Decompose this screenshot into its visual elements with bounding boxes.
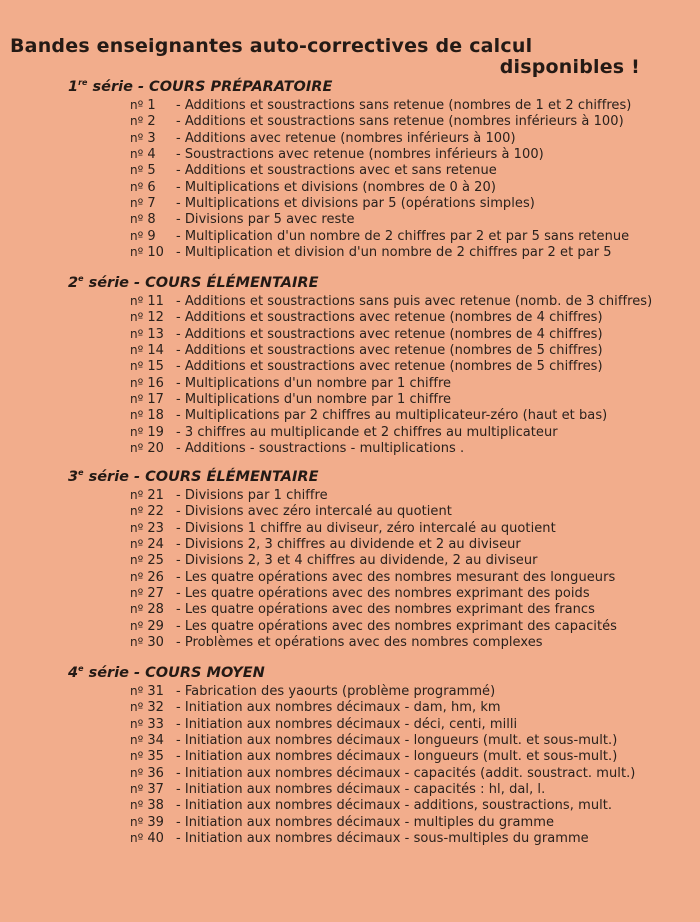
- series-number-suffix: e: [78, 468, 84, 477]
- item-number: [130, 309, 176, 326]
- list-item: [130, 309, 690, 325]
- item-text: Multiplication d'un nombre de 2 chiffres par 2 et par 5 sans retenue: [184, 228, 630, 244]
- item-number: [130, 487, 176, 504]
- item-number-value: 36: [147, 765, 164, 781]
- list-item: [130, 732, 690, 748]
- item-text: Les quatre opérations avec des nombres exprimant des francs: [184, 602, 595, 618]
- list-item: [130, 503, 690, 519]
- item-text: Initiation aux nombres décimaux - déci, centi, milli: [184, 716, 518, 732]
- item-separator: -: [176, 98, 181, 113]
- item-number: [130, 113, 176, 130]
- item-separator: -: [176, 520, 181, 536]
- title-line-2: disponibles !: [499, 56, 640, 78]
- list-item: [130, 195, 690, 211]
- item-separator: -: [176, 343, 181, 359]
- item-text: Initiation aux nombres décimaux - additions, soustractions, mult.: [184, 798, 613, 814]
- list-item: [130, 699, 690, 715]
- item-number-prefix: nº: [130, 733, 144, 748]
- item-separator: -: [176, 310, 181, 326]
- item-number: [130, 520, 176, 537]
- list-item: [130, 585, 690, 601]
- item-text: Multiplications d'un nombre par 1 chiffre: [184, 375, 452, 391]
- list-item: [130, 244, 690, 260]
- item-separator: -: [176, 602, 181, 618]
- item-number-prefix: nº: [130, 814, 144, 829]
- list-item: [130, 146, 690, 162]
- item-number: [130, 326, 176, 343]
- item-number: [130, 407, 176, 424]
- item-number-value: 7: [147, 196, 156, 212]
- item-separator: -: [176, 179, 181, 195]
- item-text: Additions - soustractions - multiplications .: [184, 441, 465, 457]
- item-number: [130, 814, 176, 831]
- list-item: [130, 781, 690, 797]
- item-text: Soustractions avec retenue (nombres inférieurs à 100): [184, 147, 544, 163]
- item-text: Multiplications et divisions (nombres de 0 à 20): [184, 179, 496, 195]
- list-item: [130, 407, 690, 423]
- item-separator: -: [176, 326, 181, 342]
- item-text: Additions et soustractions sans retenue (nombres de 1 et 2 chiffres): [184, 98, 632, 113]
- item-separator: -: [176, 392, 181, 408]
- item-number-prefix: nº: [130, 684, 144, 698]
- band-list: [130, 97, 690, 260]
- item-number: [130, 732, 176, 749]
- item-number: [130, 699, 176, 716]
- list-item: [130, 293, 690, 309]
- item-number-prefix: nº: [130, 310, 144, 325]
- item-number-value: 39: [147, 814, 164, 830]
- item-text: Initiation aux nombres décimaux - capacités (addit. soustract. mult.): [184, 765, 636, 781]
- item-text: Multiplications par 2 chiffres au multiplicateur-zéro (haut et bas): [184, 408, 608, 424]
- item-text: Les quatre opérations avec des nombres exprimant des poids: [184, 586, 590, 602]
- item-number-prefix: nº: [130, 408, 144, 423]
- item-text: Initiation aux nombres décimaux - longueurs (mult. et sous-mult.): [184, 733, 618, 749]
- item-number-value: 15: [147, 359, 164, 375]
- item-number-prefix: nº: [130, 553, 144, 568]
- item-number-value: 22: [147, 504, 164, 520]
- list-item: [130, 748, 690, 764]
- series-number: 1: [68, 79, 79, 95]
- item-text: Additions et soustractions avec retenue (nombres de 5 chiffres): [184, 359, 603, 375]
- item-number-prefix: nº: [130, 392, 144, 407]
- item-number: [130, 228, 176, 245]
- item-number-value: 27: [147, 586, 164, 602]
- series-heading: [68, 274, 318, 291]
- series-number: 4: [68, 665, 79, 681]
- item-separator: -: [176, 716, 181, 732]
- list-item: [130, 830, 690, 846]
- list-item: [130, 634, 690, 650]
- item-number-value: 8: [147, 212, 156, 228]
- series-heading: [68, 664, 265, 681]
- item-number-prefix: nº: [130, 569, 144, 584]
- list-item: [130, 536, 690, 552]
- title-line-1: Bandes enseignantes auto-correctives de calcul: [10, 35, 533, 57]
- item-text: Initiation aux nombres décimaux - longueurs (mult. et sous-mult.): [184, 749, 618, 765]
- item-number: [130, 552, 176, 569]
- series-heading: [68, 468, 318, 485]
- item-number-prefix: nº: [130, 212, 144, 227]
- item-number: [130, 585, 176, 602]
- item-separator: -: [176, 553, 181, 569]
- item-text: Multiplication et division d'un nombre de 2 chiffres par 2 et par 5: [184, 245, 612, 261]
- item-text: Additions et soustractions avec retenue (nombres de 5 chiffres): [184, 343, 603, 359]
- list-item: [130, 130, 690, 146]
- item-number-prefix: nº: [130, 326, 144, 341]
- item-number-value: 3: [147, 130, 156, 146]
- item-number-prefix: nº: [130, 798, 144, 813]
- item-separator: -: [176, 228, 181, 244]
- item-separator: -: [176, 765, 181, 781]
- item-number-value: 1: [147, 98, 156, 113]
- list-item: [130, 342, 690, 358]
- item-number-prefix: nº: [130, 196, 144, 211]
- item-number-prefix: nº: [130, 831, 144, 846]
- item-text: Divisions par 5 avec reste: [184, 212, 355, 228]
- item-number: [130, 162, 176, 179]
- item-number: [130, 424, 176, 441]
- item-text: Divisions 2, 3 et 4 chiffres au dividende, 2 au diviseur: [184, 553, 538, 569]
- item-number-value: 2: [147, 114, 156, 130]
- item-number-prefix: nº: [130, 716, 144, 731]
- list-item: [130, 211, 690, 227]
- item-separator: -: [176, 814, 181, 830]
- item-number: [130, 634, 176, 651]
- item-number-prefix: nº: [130, 343, 144, 358]
- item-number-value: 14: [147, 343, 164, 359]
- item-separator: -: [176, 196, 181, 212]
- item-number-value: 5: [147, 163, 156, 179]
- item-number-prefix: nº: [130, 147, 144, 162]
- series-number: 3: [68, 469, 79, 485]
- item-number-prefix: nº: [130, 114, 144, 129]
- item-number: [130, 391, 176, 408]
- item-number: [130, 211, 176, 228]
- item-number-value: 18: [147, 408, 164, 424]
- item-separator: -: [176, 569, 181, 585]
- item-number: [130, 244, 176, 261]
- item-number-prefix: nº: [130, 98, 144, 112]
- item-number-value: 30: [147, 635, 164, 651]
- item-number-prefix: nº: [130, 635, 144, 650]
- item-number-prefix: nº: [130, 441, 144, 456]
- list-item: [130, 797, 690, 813]
- item-text: Les quatre opérations avec des nombres exprimant des capacités: [184, 618, 617, 634]
- list-item: [130, 601, 690, 617]
- list-item: [130, 326, 690, 342]
- item-number-value: 37: [147, 782, 164, 798]
- item-text: Initiation aux nombres décimaux - capacités : hl, dal, l.: [184, 782, 546, 798]
- item-number: [130, 618, 176, 635]
- item-number-value: 19: [147, 424, 164, 440]
- item-separator: -: [176, 618, 181, 634]
- list-item: [130, 552, 690, 568]
- item-number-prefix: nº: [130, 228, 144, 243]
- item-separator: -: [176, 700, 181, 716]
- item-number: [130, 781, 176, 798]
- item-number-prefix: nº: [130, 765, 144, 780]
- band-list: [130, 683, 690, 846]
- item-number: [130, 503, 176, 520]
- list-item: [130, 97, 690, 113]
- list-item: [130, 487, 690, 503]
- item-separator: -: [176, 586, 181, 602]
- list-item: [130, 814, 690, 830]
- series-number-suffix: e: [78, 274, 84, 283]
- item-separator: -: [176, 375, 181, 391]
- item-number-prefix: nº: [130, 537, 144, 552]
- list-item: [130, 113, 690, 129]
- item-number-value: 21: [147, 488, 164, 503]
- item-number-prefix: nº: [130, 749, 144, 764]
- item-number-value: 24: [147, 537, 164, 553]
- item-text: Divisions 1 chiffre au diviseur, zéro intercalé au quotient: [184, 520, 556, 536]
- item-separator: -: [176, 408, 181, 424]
- item-separator: -: [176, 114, 181, 130]
- item-number-prefix: nº: [130, 359, 144, 374]
- item-number-value: 9: [147, 228, 156, 244]
- list-item: [130, 716, 690, 732]
- item-number: [130, 375, 176, 392]
- item-number: [130, 765, 176, 782]
- item-number-prefix: nº: [130, 163, 144, 178]
- item-separator: -: [176, 147, 181, 163]
- item-number: [130, 342, 176, 359]
- item-number-prefix: nº: [130, 782, 144, 797]
- item-number-prefix: nº: [130, 602, 144, 617]
- item-number-prefix: nº: [130, 245, 144, 260]
- item-text: Les quatre opérations avec des nombres mesurant des longueurs: [184, 569, 616, 585]
- item-text: Fabrication des yaourts (problème programmé): [184, 684, 496, 699]
- item-number-value: 29: [147, 618, 164, 634]
- item-separator: -: [176, 163, 181, 179]
- item-number-value: 17: [147, 392, 164, 408]
- item-separator: -: [176, 488, 181, 503]
- item-text: Additions et soustractions avec retenue (nombres de 4 chiffres): [184, 310, 603, 326]
- item-number-prefix: nº: [130, 130, 144, 145]
- list-item: [130, 162, 690, 178]
- item-separator: -: [176, 359, 181, 375]
- item-number: [130, 830, 176, 847]
- document-title: [10, 36, 640, 78]
- item-number-value: 12: [147, 310, 164, 326]
- item-number-value: 26: [147, 569, 164, 585]
- series-title: série - COURS MOYEN: [83, 665, 265, 681]
- item-text: Multiplications d'un nombre par 1 chiffre: [184, 392, 452, 408]
- item-number: [130, 179, 176, 196]
- item-number: [130, 440, 176, 457]
- item-number: [130, 293, 176, 310]
- item-text: Initiation aux nombres décimaux - dam, hm, km: [184, 700, 501, 716]
- series-number: 2: [68, 275, 79, 291]
- item-text: Additions et soustractions sans puis avec retenue (nomb. de 3 chiffres): [184, 294, 653, 309]
- item-number-value: 33: [147, 716, 164, 732]
- item-number: [130, 569, 176, 586]
- series-heading: [68, 78, 332, 95]
- item-separator: -: [176, 294, 181, 309]
- item-number-value: 20: [147, 441, 164, 457]
- list-item: [130, 440, 690, 456]
- item-number-prefix: nº: [130, 294, 144, 308]
- item-number-value: 4: [147, 147, 156, 163]
- item-number-value: 6: [147, 179, 156, 195]
- list-item: [130, 618, 690, 634]
- item-text: Additions avec retenue (nombres inférieurs à 100): [184, 130, 516, 146]
- item-number: [130, 195, 176, 212]
- item-separator: -: [176, 537, 181, 553]
- item-number: [130, 748, 176, 765]
- item-number-value: 32: [147, 700, 164, 716]
- list-item: [130, 424, 690, 440]
- series-title: série - COURS PRÉPARATOIRE: [87, 79, 333, 95]
- list-item: [130, 569, 690, 585]
- band-list: [130, 487, 690, 650]
- item-number: [130, 601, 176, 618]
- item-number: [130, 716, 176, 733]
- item-text: Initiation aux nombres décimaux - multiples du gramme: [184, 814, 555, 830]
- item-number-prefix: nº: [130, 424, 144, 439]
- item-number-value: 40: [147, 831, 164, 847]
- item-separator: -: [176, 245, 181, 261]
- item-text: Additions et soustractions avec retenue (nombres de 4 chiffres): [184, 326, 603, 342]
- item-number-value: 16: [147, 375, 164, 391]
- band-list: [130, 293, 690, 456]
- item-number-prefix: nº: [130, 618, 144, 633]
- list-item: [130, 179, 690, 195]
- item-number-prefix: nº: [130, 375, 144, 390]
- item-number-value: 13: [147, 326, 164, 342]
- list-item: [130, 375, 690, 391]
- list-item: [130, 391, 690, 407]
- series-number-suffix: e: [78, 664, 84, 673]
- series-title: série - COURS ÉLÉMENTAIRE: [83, 469, 319, 485]
- item-text: Additions et soustractions sans retenue (nombres inférieurs à 100): [184, 114, 624, 130]
- item-separator: -: [176, 424, 181, 440]
- item-number: [130, 97, 176, 114]
- item-text: Problèmes et opérations avec des nombres complexes: [184, 635, 543, 651]
- item-number-prefix: nº: [130, 586, 144, 601]
- item-number-prefix: nº: [130, 504, 144, 519]
- item-number: [130, 130, 176, 147]
- item-separator: -: [176, 782, 181, 798]
- item-number-prefix: nº: [130, 520, 144, 535]
- item-number: [130, 683, 176, 700]
- list-item: [130, 683, 690, 699]
- list-item: [130, 228, 690, 244]
- item-number-value: 23: [147, 520, 164, 536]
- item-separator: -: [176, 635, 181, 651]
- item-separator: -: [176, 684, 181, 699]
- item-separator: -: [176, 504, 181, 520]
- item-text: Divisions avec zéro intercalé au quotient: [184, 504, 452, 520]
- item-number-value: 31: [147, 684, 164, 699]
- item-number-prefix: nº: [130, 700, 144, 715]
- item-number-value: 28: [147, 602, 164, 618]
- item-number: [130, 797, 176, 814]
- item-number-value: 38: [147, 798, 164, 814]
- list-item: [130, 765, 690, 781]
- item-separator: -: [176, 798, 181, 814]
- item-number: [130, 146, 176, 163]
- item-separator: -: [176, 130, 181, 146]
- item-number-value: 11: [147, 294, 164, 309]
- item-number-prefix: nº: [130, 488, 144, 502]
- item-text: Multiplications et divisions par 5 (opérations simples): [184, 196, 535, 212]
- item-separator: -: [176, 831, 181, 847]
- item-number-value: 25: [147, 553, 164, 569]
- item-separator: -: [176, 733, 181, 749]
- list-item: [130, 358, 690, 374]
- item-number-value: 10: [147, 245, 164, 261]
- item-separator: -: [176, 749, 181, 765]
- series-title: série - COURS ÉLÉMENTAIRE: [83, 275, 319, 291]
- item-text: 3 chiffres au multiplicande et 2 chiffres au multiplicateur: [184, 424, 558, 440]
- item-number-prefix: nº: [130, 179, 144, 194]
- item-separator: -: [176, 212, 181, 228]
- item-number-value: 34: [147, 733, 164, 749]
- series-number-suffix: re: [78, 78, 88, 87]
- item-text: Divisions 2, 3 chiffres au dividende et 2 au diviseur: [184, 537, 521, 553]
- item-separator: -: [176, 441, 181, 457]
- item-text: Initiation aux nombres décimaux - sous-multiples du gramme: [184, 831, 589, 847]
- item-number: [130, 358, 176, 375]
- item-number-value: 35: [147, 749, 164, 765]
- item-text: Divisions par 1 chiffre: [184, 488, 328, 503]
- item-text: Additions et soustractions avec et sans retenue: [184, 163, 497, 179]
- list-item: [130, 520, 690, 536]
- item-number: [130, 536, 176, 553]
